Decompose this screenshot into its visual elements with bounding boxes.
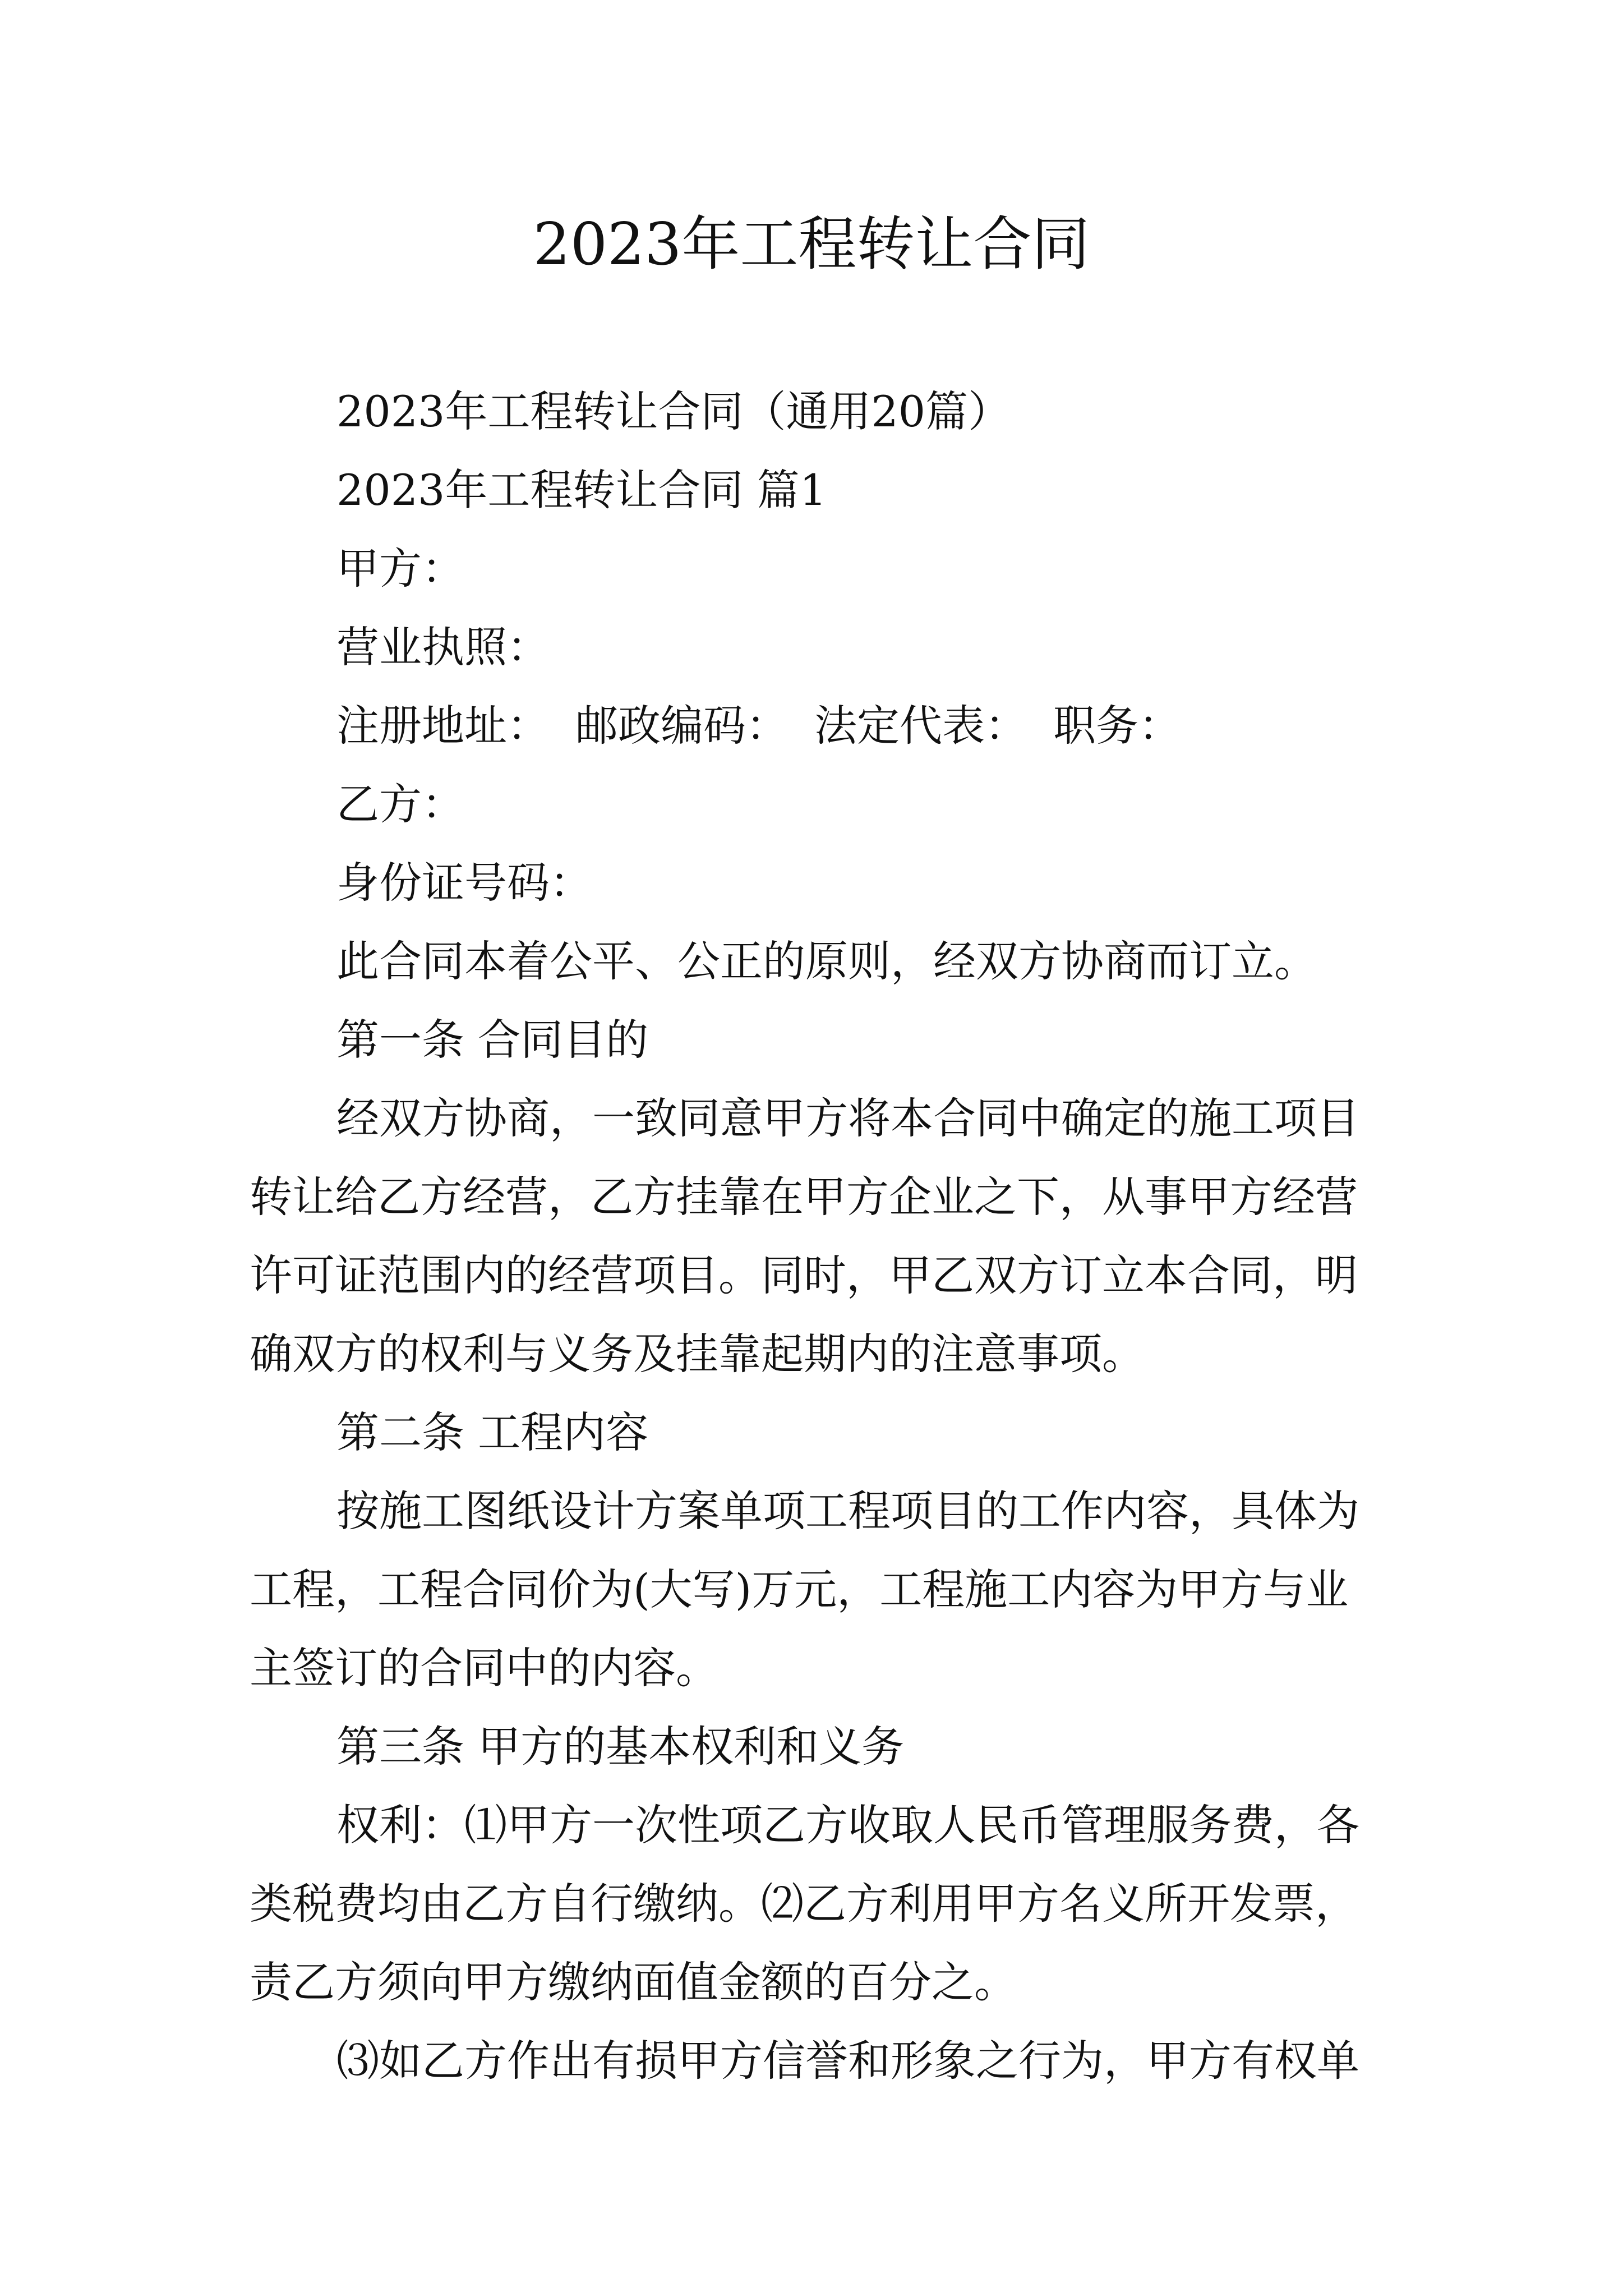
business-license-field: 营业执照： [336, 622, 550, 672]
party-a-field: 甲方： [336, 544, 464, 593]
document-title: 2023年工程转让合同 [533, 210, 1090, 278]
paragraph-line: 许可证范围内的经营项目。同时，甲乙双方订立本合同，明 [250, 1250, 1358, 1300]
paragraph-line: 经双方协商，一致同意甲方将本合同中确定的施工项目 [336, 1093, 1359, 1143]
article-2-heading: 第二条 工程内容 [336, 1407, 649, 1457]
registered-address-field: 注册地址： [336, 701, 550, 751]
paragraph-line: 责乙方须向甲方缴纳面值金额的百分之。 [250, 1957, 1017, 2007]
article-3-heading: 第三条 甲方的基本权利和义务 [336, 1722, 905, 1772]
subtitle-line: 2023年工程转让合同（通用20篇） [336, 386, 1011, 436]
id-number-field: 身份证号码： [336, 858, 592, 908]
preamble-line: 此合同本着公平、公正的原则，经双方协商而订立。 [336, 936, 1317, 986]
paragraph-line: ⑶如乙方作出有损甲方信誉和形象之行为，甲方有权单 [336, 2036, 1359, 2086]
legal-representative-field: 法定代表： [814, 701, 1027, 751]
postal-code-field: 邮政编码： [575, 701, 789, 751]
paragraph-line: 按施工图纸设计方案单项工程项目的工作内容，具体为 [336, 1486, 1359, 1536]
paragraph-line: 工程，工程合同价为(大写)万元，工程施工内容为甲方与业 [250, 1565, 1349, 1614]
paragraph-line: 转让给乙方经营，乙方挂靠在甲方企业之下，从事甲方经营 [250, 1172, 1358, 1222]
section-heading: 2023年工程转让合同 篇1 [336, 465, 827, 515]
position-field: 职务： [1053, 701, 1181, 751]
party-a-details-line [336, 698, 1181, 754]
article-1-heading: 第一条 合同目的 [336, 1015, 649, 1065]
party-b-field: 乙方： [336, 779, 464, 829]
paragraph-line: 权利：⑴甲方一次性项乙方收取人民币管理服务费，各 [336, 1800, 1359, 1850]
paragraph-line: 确双方的权利与义务及挂靠起期内的注意事项。 [250, 1329, 1145, 1379]
paragraph-line: 主签订的合同中的内容。 [250, 1643, 718, 1693]
paragraph-line: 类税费均由乙方自行缴纳。⑵乙方利用甲方名义所开发票， [250, 1879, 1358, 1929]
